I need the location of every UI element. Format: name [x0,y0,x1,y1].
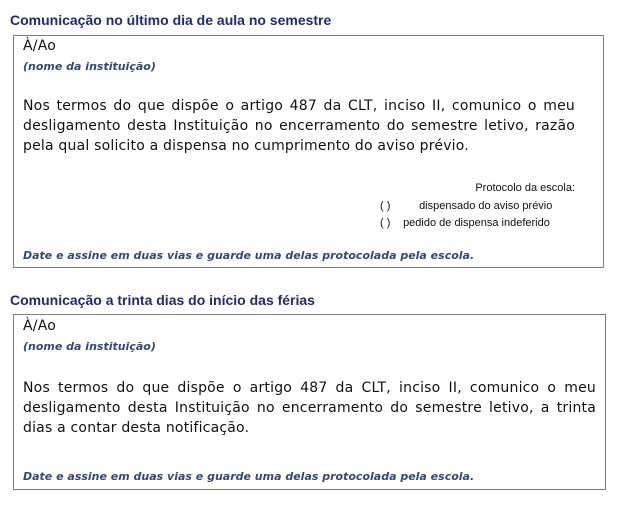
checkbox-waived: ( ) [380,200,391,212]
section1-body-text: Nos termos do que dispõe o artigo 487 da CLT, inciso II, comunico o meu desligamento desta Instituição no encerramento do semestre letivo, razão pela qual solicito a dispensa no cumprimento do aviso prévio. [23,98,575,154]
section1-protocol-option-denied [380,217,550,229]
protocol-option-denied-label: pedido de dispensa indeferido [403,217,550,229]
checkbox-denied: ( ) [380,217,391,229]
section2-letter-box [13,314,606,490]
section2-title: Comunicação a trinta dias do início das férias [10,292,315,308]
section1-institution-name: (nome da instituição) [23,60,156,73]
section1-title: Comunicação no último dia de aula no semestre [10,12,332,28]
section2-institution-name: (nome da instituição) [23,340,156,353]
section1-protocol-option-waived [380,200,552,212]
section1-letter-box [13,35,604,268]
protocol-option-waived-label: dispensado do aviso prévio [419,200,553,212]
section2-footer-note: Date e assine em duas vias e guarde uma delas protocolada pela escola. [23,470,475,483]
section2-recipient: À/Ao [23,318,56,334]
section1-footer-note: Date e assine em duas vias e guarde uma delas protocolada pela escola. [23,249,475,262]
section2-body-text: Nos termos do que dispõe o artigo 487 da CLT, inciso II, comunico o meu desligamento desta Instituição no encerramento do semestre letivo, a trinta dias a contar desta notificação. [23,380,596,436]
section1-recipient: À/Ao [23,38,56,54]
section1-protocol-title: Protocolo da escola: [475,182,575,194]
